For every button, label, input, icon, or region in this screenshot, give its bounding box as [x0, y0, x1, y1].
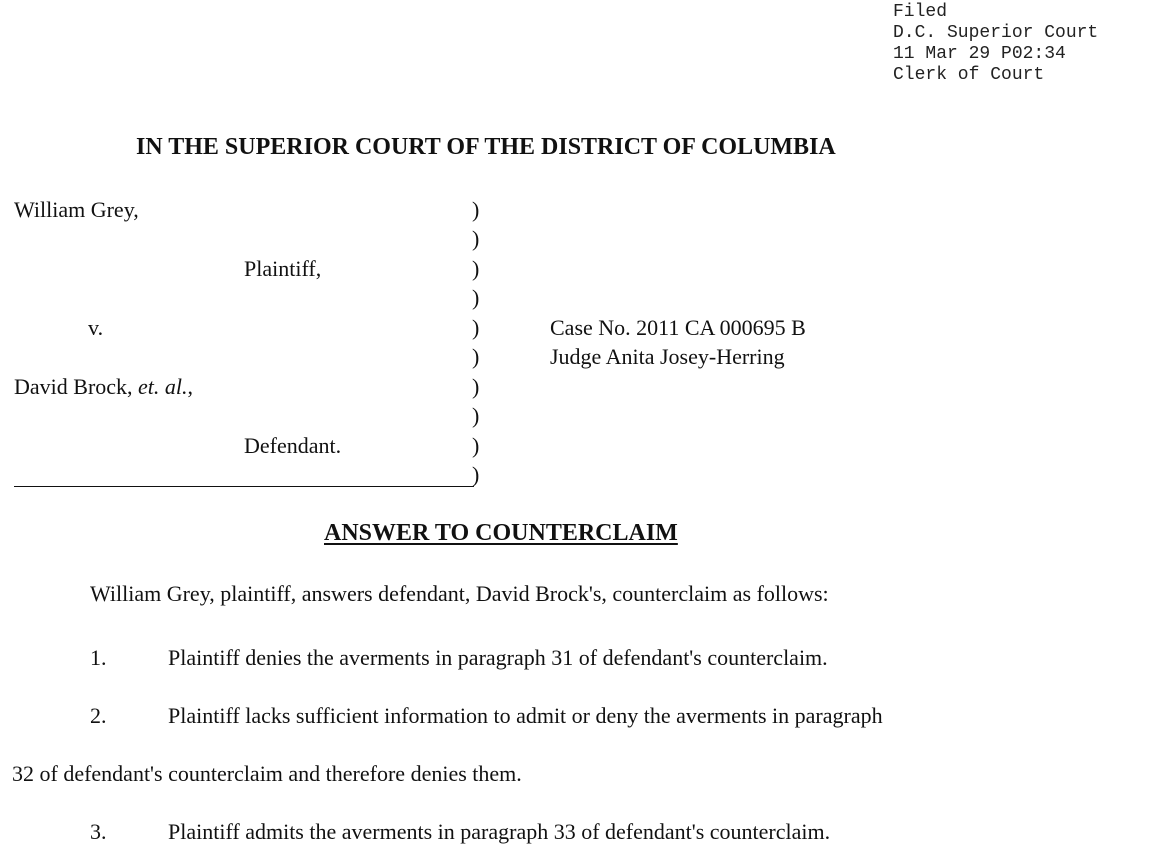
stamp-clerk: Clerk of Court	[893, 65, 1045, 85]
caption-paren: )	[472, 403, 480, 428]
judge-name: Judge Anita Josey-Herring	[550, 344, 785, 369]
paragraph-text-continued: 32 of defendant's counterclaim and therefore denies them.	[12, 761, 522, 786]
intro-text: William Grey, plaintiff, answers defendant, David Brock's, counterclaim as follows:	[90, 581, 829, 606]
caption-paren: )	[472, 256, 480, 281]
document-title: ANSWER TO COUNTERCLAIM	[324, 520, 678, 546]
defendant-name-suffix: ,	[187, 374, 194, 399]
caption-paren: )	[472, 433, 480, 458]
paragraph-number: 1.	[90, 645, 107, 670]
defendant-name-text: David Brock,	[14, 374, 139, 399]
defendant-name	[14, 374, 193, 400]
caption-rule	[14, 486, 474, 487]
paragraph-text: Plaintiff admits the averments in paragraph 33 of defendant's counterclaim.	[168, 819, 831, 844]
defendant-label: Defendant.	[244, 433, 342, 458]
stamp-filed: Filed	[893, 2, 948, 22]
caption-paren: )	[472, 374, 480, 399]
paragraph-number: 2.	[90, 703, 107, 728]
caption-paren: )	[472, 344, 480, 369]
caption-paren: )	[472, 285, 480, 310]
paragraph-text: Plaintiff lacks sufficient information to admit or deny the averments in paragraph	[168, 703, 883, 728]
caption-paren: )	[472, 315, 480, 340]
filing-stamp	[893, 2, 1098, 86]
plaintiff-name: William Grey,	[14, 197, 139, 222]
case-number: Case No. 2011 CA 000695 B	[550, 315, 806, 340]
defendant-etal: et. al.	[138, 374, 188, 399]
caption-paren: )	[472, 226, 480, 251]
caption-paren: )	[472, 462, 480, 487]
stamp-court: D.C. Superior Court	[893, 23, 1099, 43]
versus-label: v.	[88, 315, 104, 340]
plaintiff-label: Plaintiff,	[244, 256, 322, 281]
court-title: IN THE SUPERIOR COURT OF THE DISTRICT OF COLUMBIA	[136, 134, 836, 160]
stamp-date: 11 Mar 29 P02:34	[893, 44, 1066, 64]
paragraph-text: Plaintiff denies the averments in paragraph 31 of defendant's counterclaim.	[168, 645, 828, 670]
caption-paren: )	[472, 197, 480, 222]
paragraph-number: 3.	[90, 819, 107, 844]
